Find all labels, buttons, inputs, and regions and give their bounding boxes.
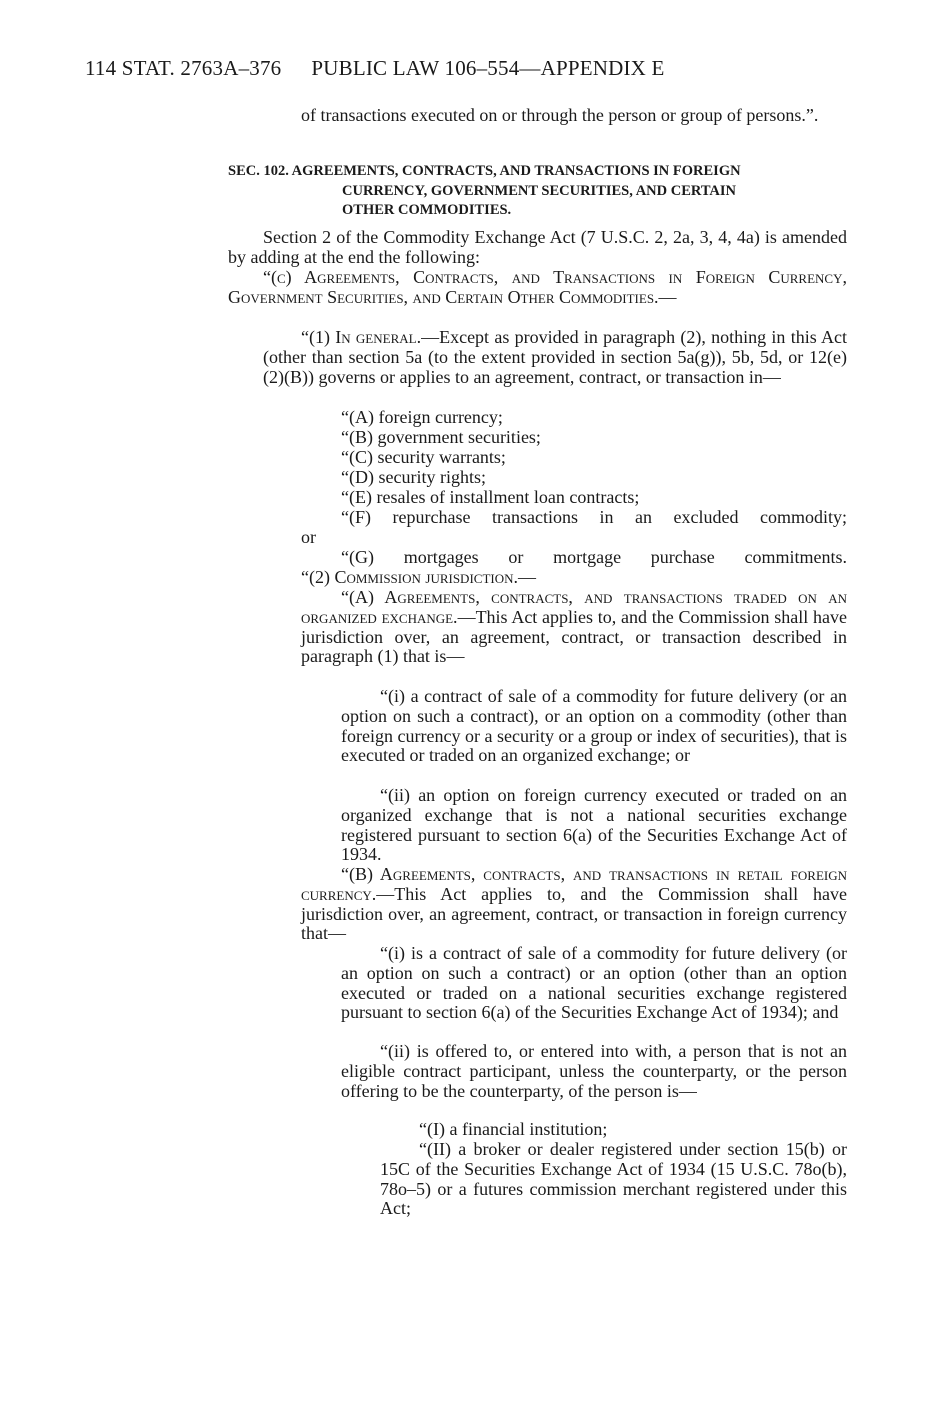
section-title-line1: AGREEMENTS, CONTRACTS, AND TRANSACTIONS IN FOREIGN	[291, 163, 741, 179]
subparagraph-2b	[301, 865, 847, 944]
list-item-d: “(D) security rights;	[341, 467, 486, 487]
clause-2b-ii: “(ii) is offered to, or entered into with, a person that is not an eligible contract participant, unless the counterparty, or the person offering to be the counterparty, of the person is—	[341, 1041, 847, 1101]
subparagraph-2a-heading: “(A) Agreements, contracts, and transactions traded on an organized exchange.	[301, 587, 847, 627]
intro-paragraph: of transactions executed on or through the person or group of persons.”.	[301, 105, 819, 125]
subclause-2b-I: “(I) a financial institution;	[419, 1119, 608, 1139]
paragraph-1-heading: “(1) In general.	[301, 327, 422, 347]
section-title-line3: OTHER COMMODITIES.	[342, 202, 512, 218]
section-heading	[228, 162, 847, 221]
amendment-paragraph: Section 2 of the Commodity Exchange Act (7 U.S.C. 2, 2a, 3, 4, 4a) is amended by adding at the end the following:	[228, 227, 847, 267]
subparagraph-2a-text: —This Act applies to, and the Commission shall have jurisdiction over, an agreement, contract, or transaction described in paragraph (1) that is—	[301, 606, 847, 667]
or-connector: or	[301, 527, 316, 547]
clause-2a-i: “(i) a contract of sale of a commodity for future delivery (or an option on such a contract), or an option on a commodity (other than foreign currency or a security or a group or index of securities), that is executed or traded on an organized exchange; or	[341, 686, 847, 766]
subparagraph-2b-text: —This Act applies to, and the Commission shall have jurisdiction over, an agreement, contract, or transaction in foreign currency that—	[301, 883, 847, 944]
paragraph-1	[263, 328, 847, 387]
subparagraph-2b-heading: “(B) Agreements, contracts, and transactions in retail foreign currency.	[301, 864, 847, 904]
subclause-2b-II: “(II) a broker or dealer registered under section 15(b) or 15C of the Securities Exchange Act of 1934 (15 U.S.C. 78o(b), 78o–5) or a futures commission merchant registered under this Act;	[380, 1139, 847, 1219]
running-head	[85, 56, 665, 81]
list-item-c: “(C) security warrants;	[341, 447, 506, 467]
subsection-c-heading: “(c) Agreements, Contracts, and Transactions in Foreign Currency, Government Securities, and Certain Other Commodities.—	[228, 267, 847, 307]
list-item-b: “(B) government securities;	[341, 427, 541, 447]
statute-citation: 114 STAT. 2763A–376	[85, 56, 282, 80]
list-item-g: “(G) mortgages or mortgage purchase commitments.	[341, 547, 847, 567]
section-number: SEC. 102.	[228, 163, 289, 179]
list-item-a: “(A) foreign currency;	[341, 407, 503, 427]
clause-2a-ii: “(ii) an option on foreign currency executed or traded on an organized exchange that is not a national securities exchange registered pursuant to section 6(a) of the Securities Exchange Act of 1934.	[341, 785, 847, 865]
subparagraph-2a	[301, 588, 847, 667]
list-item-f: “(F) repurchase transactions in an excluded commodity;	[341, 507, 847, 527]
paragraph-2-heading: “(2) Commission jurisdiction.—	[301, 567, 536, 587]
section-title-line2: CURRENCY, GOVERNMENT SECURITIES, AND CERTAIN	[342, 182, 737, 199]
public-law-title: PUBLIC LAW 106–554—APPENDIX E	[311, 56, 665, 80]
list-item-e: “(E) resales of installment loan contracts;	[341, 487, 640, 507]
clause-2b-i: “(i) is a contract of sale of a commodity for future delivery (or an option on such a contract) or an option (other than an option executed or traded on a national securities exchange registered pursuant to section 6(a) of the Securities Exchange Act of 1934); and	[341, 943, 847, 1023]
paragraph-1-text: —Except as provided in paragraph (2), nothing in this Act (other than section 5a (to the extent provided in section 5a(g)), 5b, 5d, or 12(e)(2)(B)) governs or applies to an agreement, contract, or transaction in—	[263, 327, 847, 387]
